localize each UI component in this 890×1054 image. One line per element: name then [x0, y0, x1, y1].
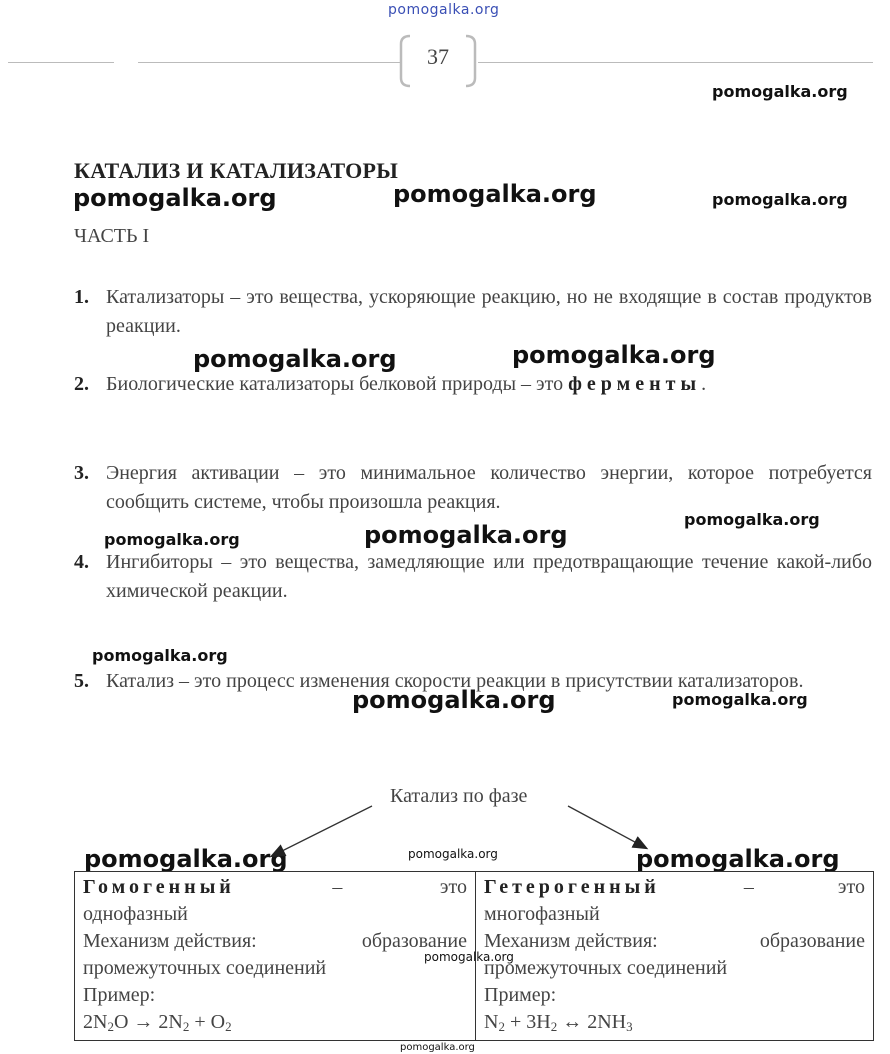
mechanism-label: Механизм действия:: [83, 930, 257, 952]
page-title: КАТАЛИЗ И КАТАЛИЗАТОРЫ: [74, 158, 399, 183]
watermark: pomogalka.org: [400, 1042, 475, 1053]
homogeneous-desc: однофазный: [83, 903, 188, 925]
watermark: pomogalka.org: [364, 521, 568, 549]
watermark: pomogalka.org: [424, 950, 514, 964]
item-number: 1.: [74, 286, 89, 308]
watermark: pomogalka.org: [512, 341, 716, 369]
mechanism-label: Механизм действия:: [484, 930, 658, 952]
mechanism-value: образование: [759, 930, 865, 952]
is-word: это: [837, 876, 865, 898]
watermark: pomogalka.org: [636, 845, 840, 873]
watermark: pomogalka.org: [712, 82, 848, 101]
heterogeneous-desc: многофазный: [484, 903, 600, 925]
watermark-top: pomogalka.org: [388, 2, 500, 18]
page-number: 37: [427, 44, 449, 69]
watermark: pomogalka.org: [672, 690, 808, 709]
dash: –: [743, 876, 754, 898]
mechanism-cont: промежуточных соединений: [83, 957, 327, 979]
watermark: pomogalka.org: [73, 184, 277, 212]
watermark: pomogalka.org: [84, 845, 288, 873]
is-word: это: [439, 876, 467, 898]
watermark: pomogalka.org: [393, 180, 597, 208]
mechanism-value: образование: [361, 930, 467, 952]
mechanism-cont: промежуточных соединений: [484, 957, 728, 979]
watermark: pomogalka.org: [712, 190, 848, 209]
catalysis-phase-label: Катализ по фазе: [390, 785, 528, 807]
item-text: Энергия активации – это минимальное количество энергии, которое потребуется сообщить системе, чтобы произошла реакция.: [106, 462, 872, 513]
part-heading: ЧАСТЬ I: [74, 225, 150, 247]
item-number: 5.: [74, 670, 89, 692]
watermark: pomogalka.org: [92, 646, 228, 665]
item-text: Ингибиторы – это вещества, замедляющие или предотвращающие течение какой-либо химической реакции.: [106, 551, 872, 602]
item-number: 3.: [74, 462, 89, 484]
item-tail: .: [701, 373, 707, 395]
item-number: 4.: [74, 551, 89, 573]
item-text: Биологические катализаторы белковой природы – это: [106, 373, 569, 395]
example-label: Пример:: [484, 984, 557, 1006]
homogeneous-name: Гомогенный: [83, 876, 235, 898]
answer-word: ферменты: [568, 373, 702, 395]
heterogeneous-equation: $N_2 + 3H_2$ ↔ $2NH_3$: [484, 1011, 633, 1034]
item-text: Катализ – это процесс изменения скорости реакции в присутствии катализаторов.: [106, 670, 804, 692]
dash: –: [332, 876, 343, 898]
watermark: pomogalka.org: [104, 530, 240, 549]
watermark: pomogalka.org: [193, 345, 397, 373]
watermark: pomogalka.org: [684, 510, 820, 529]
arrow-left-icon: [272, 806, 372, 856]
watermark: pomogalka.org: [408, 847, 498, 861]
homogeneous-cell: [75, 872, 476, 1041]
heterogeneous-cell: [476, 872, 874, 1041]
watermark: pomogalka.org: [352, 686, 556, 714]
heterogeneous-name: Гетерогенный: [484, 876, 660, 898]
item-text: Катализаторы – это вещества, ускоряющие реакцию, но не входящие в состав продуктов реакции.: [106, 286, 872, 337]
example-label: Пример:: [83, 984, 156, 1006]
arrow-right-icon: [568, 806, 646, 848]
item-number: 2.: [74, 373, 89, 395]
homogeneous-equation: $2N_2O \to 2N_2 + O_2$: [83, 1011, 232, 1034]
